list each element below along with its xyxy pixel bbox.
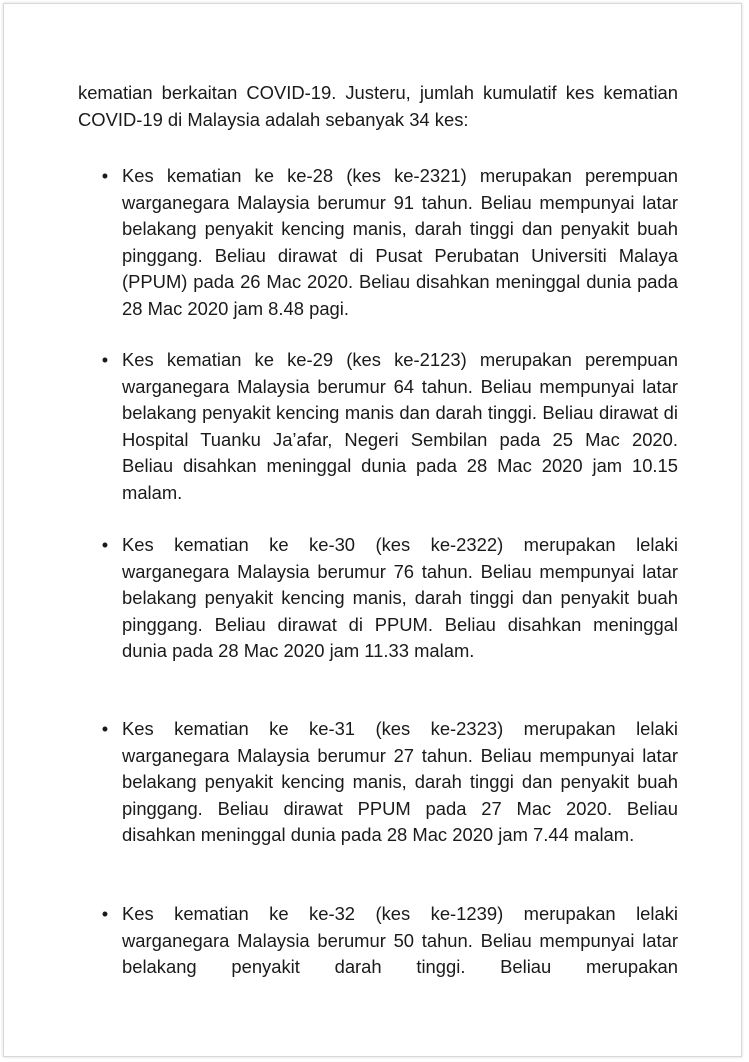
list-item (78, 716, 678, 849)
list-item-text: Kes kematian ke ke-30 (kes ke-2322) merupakan lelaki warganegara Malaysia berumur 76 tahun. Beliau mempunyai latar belakang penyakit kencing manis, darah tinggi dan penyakit buah pinggang. Beliau dirawat di PPUM. Beliau disahkan meninggal dunia pada 28 Mac 2020 jam 11.33 malam. (122, 534, 678, 661)
intro-paragraph: kematian berkaitan COVID-19. Justeru, jumlah kumulatif kes kematian COVID-19 di Malaysia adalah sebanyak 34 kes: (78, 82, 678, 130)
list-item (78, 347, 678, 506)
document-page (3, 3, 742, 1057)
list-item-text: Kes kematian ke ke-31 (kes ke-2323) merupakan lelaki warganegara Malaysia berumur 27 tahun. Beliau mempunyai latar belakang penyakit kencing manis, darah tinggi dan penyakit buah pinggang. Beliau dirawat PPUM pada 27 Mac 2020. Beliau disahkan meninggal dunia pada 28 Mac 2020 jam 7.44 malam. (122, 718, 678, 845)
bullet-icon: • (101, 534, 109, 555)
list-item (78, 901, 678, 981)
list-item-text: Kes kematian ke ke-28 (kes ke-2321) merupakan perempuan warganegara Malaysia berumur 91 tahun. Beliau mempunyai latar belakang penyakit kencing manis, darah tinggi dan penyakit buah pinggang. Beliau dirawat di Pusat Perubatan Universiti Malaya (PPUM) pada 26 Mac 2020. Beliau disahkan meninggal dunia pada 28 Mac 2020 jam 8.48 pagi. (122, 165, 678, 319)
bullet-icon: • (101, 349, 109, 370)
list-item-text: Kes kematian ke ke-32 (kes ke-1239) merupakan lelaki warganegara Malaysia berumur 50 tahun. Beliau mempunyai latar belakang penyakit darah tinggi. Beliau merupakan (122, 903, 678, 977)
list-item (78, 163, 678, 322)
bullet-icon: • (101, 718, 109, 739)
list-item (78, 532, 678, 665)
bullet-icon: • (101, 903, 109, 924)
bullet-icon: • (101, 165, 109, 186)
list-item-text: Kes kematian ke ke-29 (kes ke-2123) merupakan perempuan warganegara Malaysia berumur 64 tahun. Beliau mempunyai latar belakang penyakit kencing manis dan darah tinggi. Beliau dirawat di Hospital Tuanku Ja’afar, Negeri Sembilan pada 25 Mac 2020. Beliau disahkan meninggal dunia pada 28 Mac 2020 jam 10.15 malam. (122, 349, 678, 503)
